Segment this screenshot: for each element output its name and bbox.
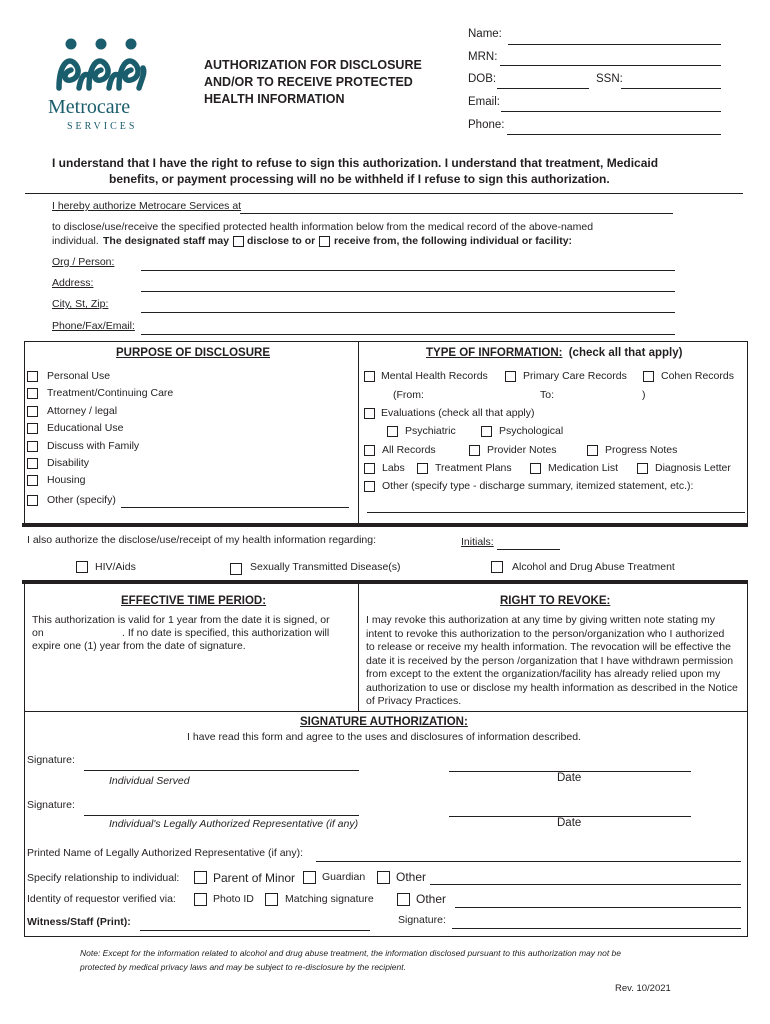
purpose-checkbox[interactable] xyxy=(27,406,38,417)
relationship-other-label: Other xyxy=(396,870,427,884)
effective-line-3: expire one (1) year from the date of signature. xyxy=(32,640,246,652)
purpose-type-divider xyxy=(358,341,359,524)
diagnosis-letter-label: Diagnosis Letter xyxy=(655,462,731,474)
mrn-field[interactable] xyxy=(500,65,721,66)
cohen-label: Cohen Records xyxy=(661,370,734,382)
effective-line-2a: on xyxy=(32,627,44,639)
type-other-label: Other (specify type - discharge summary, itemized statement, etc.): xyxy=(382,480,694,492)
signature-label-2: Signature: xyxy=(27,799,75,811)
printed-name-field[interactable] xyxy=(316,861,741,862)
purpose-label: Discuss with Family xyxy=(47,439,140,452)
progress-notes-checkbox[interactable] xyxy=(587,445,598,456)
email-label: Email: xyxy=(468,96,500,108)
notice-line-2: benefits, or payment processing will no be withheld if I refuse to sign this authorization. xyxy=(109,172,610,186)
to-label: To: xyxy=(540,389,555,401)
purpose-label: Housing xyxy=(47,474,86,487)
std-checkbox[interactable] xyxy=(230,563,242,575)
dob-label: DOB: xyxy=(468,73,497,85)
address-label: Address: xyxy=(52,277,94,289)
hiv-checkbox[interactable] xyxy=(76,561,88,573)
medication-list-checkbox[interactable] xyxy=(530,463,541,474)
mental-health-checkbox[interactable] xyxy=(364,371,375,382)
purpose-other-label: Other (specify) xyxy=(47,494,116,506)
receive-label: receive from, the following individual or facility: xyxy=(334,235,573,247)
type-heading-note: (check all that apply) xyxy=(568,347,683,359)
name-field[interactable] xyxy=(508,44,721,45)
revoke-heading: RIGHT TO REVOKE: xyxy=(500,595,611,607)
email-field[interactable] xyxy=(501,111,721,112)
provider-notes-checkbox[interactable] xyxy=(469,445,480,456)
psychiatric-checkbox[interactable] xyxy=(387,426,398,437)
witness-field[interactable] xyxy=(140,930,370,931)
purpose-label: Educational Use xyxy=(47,422,124,435)
revoke-line: from except to the extent the organization/facility has already relied upon my xyxy=(366,668,721,680)
guardian-checkbox[interactable] xyxy=(303,871,316,884)
address-field[interactable] xyxy=(141,291,675,292)
purpose-checkbox[interactable] xyxy=(27,458,38,469)
type-heading xyxy=(426,345,682,362)
name-label: Name: xyxy=(468,28,502,40)
mrn-label: MRN: xyxy=(468,51,498,63)
title-line-1: AUTHORIZATION FOR DISCLOSURE xyxy=(204,58,422,72)
printed-name-label: Printed Name of Legally Authorized Representative (if any): xyxy=(27,847,304,859)
purpose-label: Attorney / legal xyxy=(47,404,118,417)
effective-heading: EFFECTIVE TIME PERIOD: xyxy=(121,595,267,607)
revoke-line: intent to revoke this authorization to the person/organization who I authorized xyxy=(366,627,725,640)
signature-label-1: Signature: xyxy=(27,754,75,766)
org-field[interactable] xyxy=(141,270,675,271)
from-label: (From: xyxy=(393,389,424,401)
parent-checkbox[interactable] xyxy=(194,871,207,884)
purpose-checkbox[interactable] xyxy=(27,423,38,434)
witness-label: Witness/Staff (Print): xyxy=(27,916,131,928)
treatment-plans-label: Treatment Plans xyxy=(435,462,512,474)
matching-label: Matching signature xyxy=(285,893,374,905)
labs-label: Labs xyxy=(382,462,405,474)
primary-care-label: Primary Care Records xyxy=(523,370,627,382)
witness-signature-label: Signature: xyxy=(398,914,446,926)
date-label-2: Date xyxy=(557,817,582,829)
evaluations-label: Evaluations (check all that apply) xyxy=(381,407,535,419)
signature-field-2[interactable] xyxy=(84,815,359,816)
city-label: City, St, Zip: xyxy=(52,298,109,310)
psychological-checkbox[interactable] xyxy=(481,426,492,437)
purpose-type-box xyxy=(24,341,748,524)
metrocare-logo xyxy=(48,36,158,136)
contact-field[interactable] xyxy=(141,334,675,335)
cohen-checkbox[interactable] xyxy=(643,371,654,382)
org-label: Org / Person: xyxy=(52,256,115,268)
relationship-other-checkbox[interactable] xyxy=(377,871,390,884)
photo-id-checkbox[interactable] xyxy=(194,893,207,906)
purpose-label: Disability xyxy=(47,457,90,469)
notice-line-1: I understand that I have the right to refuse to sign this authorization. I understand that treatment, Medicaid xyxy=(52,156,659,170)
purpose-other-checkbox[interactable] xyxy=(27,495,38,506)
signature-read: I have read this form and agree to the uses and disclosures of information described. xyxy=(187,731,581,743)
purpose-checkbox[interactable] xyxy=(27,388,38,399)
type-heading-title: TYPE OF INFORMATION: xyxy=(426,347,563,359)
all-records-checkbox[interactable] xyxy=(364,445,375,456)
std-label: Sexually Transmitted Disease(s) xyxy=(250,561,401,573)
close-paren: ) xyxy=(642,389,646,401)
revoke-text xyxy=(366,614,738,709)
individual-served-label: Individual Served xyxy=(109,775,190,787)
primary-care-checkbox[interactable] xyxy=(505,371,516,382)
logo-sub: SERVICES xyxy=(67,121,138,132)
hiv-label: HIV/Aids xyxy=(95,561,136,573)
hereby-label: I hereby authorize Metrocare Services at xyxy=(52,200,242,212)
parent-label: Parent of Minor xyxy=(213,871,296,885)
mental-health-label: Mental Health Records xyxy=(381,370,488,382)
disclose-checkbox[interactable] xyxy=(233,236,244,247)
type-other-field[interactable] xyxy=(367,512,745,513)
also-text: I also authorize the disclose/use/receipt of my health information regarding: xyxy=(27,534,377,546)
evaluations-checkbox[interactable] xyxy=(364,408,375,419)
revoke-line: authorization to use or disclose my health information as described in the Notice xyxy=(366,681,738,694)
alcohol-checkbox[interactable] xyxy=(491,561,503,573)
identity-label: Identity of requestor verified via: xyxy=(27,893,176,905)
provider-notes-label: Provider Notes xyxy=(487,444,557,456)
revision-label: Rev. 10/2021 xyxy=(615,983,671,994)
revoke-line: date it is received by the person /organization that I have withdrawn permission xyxy=(366,654,734,667)
labs-checkbox[interactable] xyxy=(364,463,375,474)
witness-signature-field[interactable] xyxy=(452,928,741,929)
effective-line-2b: . If no date is specified, this authorization will xyxy=(122,627,330,639)
phone-label: Phone: xyxy=(468,119,505,131)
purpose-checkbox[interactable] xyxy=(27,441,38,452)
purpose-other-field[interactable] xyxy=(121,507,349,508)
diagnosis-letter-checkbox[interactable] xyxy=(637,463,648,474)
alcohol-label: Alcohol and Drug Abuse Treatment xyxy=(512,561,675,573)
all-records-label: All Records xyxy=(382,444,436,456)
initials-field[interactable] xyxy=(497,549,560,550)
contact-label: Phone/Fax/Email: xyxy=(52,320,135,332)
footer-note-2: protected by medical privacy laws and may be subject to re-disclosure by the recipient. xyxy=(80,962,406,972)
progress-notes-label: Progress Notes xyxy=(605,444,678,456)
revoke-line: to release or receive my health information. The revocation will be effective the xyxy=(366,641,731,653)
facility-field[interactable] xyxy=(240,213,673,214)
representative-label: Individual's Legally Authorized Representative (if any) xyxy=(109,818,359,830)
identity-other-label: Other xyxy=(416,892,447,906)
logo-figures-icon xyxy=(51,36,151,96)
identity-other-checkbox[interactable] xyxy=(397,893,410,906)
psychiatric-label: Psychiatric xyxy=(405,425,456,437)
revoke-line: I may revoke this authorization at any time by giving written note stating my xyxy=(366,614,715,626)
type-other-checkbox[interactable] xyxy=(364,481,375,492)
authorize-text-1: to disclose/use/receive the specified protected health information below from the medical record of the above-named xyxy=(52,221,594,233)
date-label-1: Date xyxy=(557,772,582,784)
relationship-label: Specify relationship to individual: xyxy=(27,872,180,884)
revoke-line: of Privacy Practices. xyxy=(366,695,462,707)
matching-checkbox[interactable] xyxy=(265,893,278,906)
guardian-label: Guardian xyxy=(322,871,366,883)
authorize-text-2a: individual. xyxy=(52,235,99,247)
receive-checkbox[interactable] xyxy=(319,236,330,247)
purpose-heading: PURPOSE OF DISCLOSURE xyxy=(116,347,270,359)
treatment-plans-checkbox[interactable] xyxy=(417,463,428,474)
city-field[interactable] xyxy=(141,312,675,313)
title-line-2: AND/OR TO RECEIVE PROTECTED xyxy=(204,75,413,89)
refuse-notice xyxy=(52,155,658,187)
purpose-checkbox[interactable] xyxy=(27,371,38,382)
identity-other-field[interactable] xyxy=(455,907,741,908)
medication-list-label: Medication List xyxy=(548,462,619,474)
effective-revoke-divider xyxy=(358,584,359,712)
signature-heading: SIGNATURE AUTHORIZATION: xyxy=(300,716,468,728)
dob-field[interactable] xyxy=(497,88,589,89)
form-title xyxy=(204,57,422,108)
phone-field[interactable] xyxy=(507,134,721,135)
footer-note-1: Note: Except for the information related to alcohol and drug abuse treatment, the information disclosed pursuant to this authorization may not be xyxy=(80,948,622,958)
ssn-label: SSN: xyxy=(596,73,623,85)
notice-divider xyxy=(25,193,743,194)
relationship-other-field[interactable] xyxy=(430,884,741,885)
psychological-label: Psychological xyxy=(499,425,564,437)
initials-label: Initials: xyxy=(461,536,494,548)
footer-note xyxy=(80,946,621,974)
purpose-label: Treatment/Continuing Care xyxy=(47,387,174,400)
purpose-checkbox[interactable] xyxy=(27,475,38,486)
title-line-3: HEALTH INFORMATION xyxy=(204,92,345,106)
purpose-label: Personal Use xyxy=(47,370,111,382)
authorize-text-2b: The designated staff may xyxy=(103,235,230,247)
effective-line-1: This authorization is valid for 1 year from the date it is signed, or xyxy=(32,614,330,626)
logo-name: Metrocare xyxy=(48,96,131,118)
disclose-label: disclose to or xyxy=(247,235,316,247)
also-top-bar xyxy=(22,523,748,527)
signature-field-1[interactable] xyxy=(84,770,359,771)
photo-id-label: Photo ID xyxy=(213,893,254,905)
ssn-field[interactable] xyxy=(621,88,721,89)
